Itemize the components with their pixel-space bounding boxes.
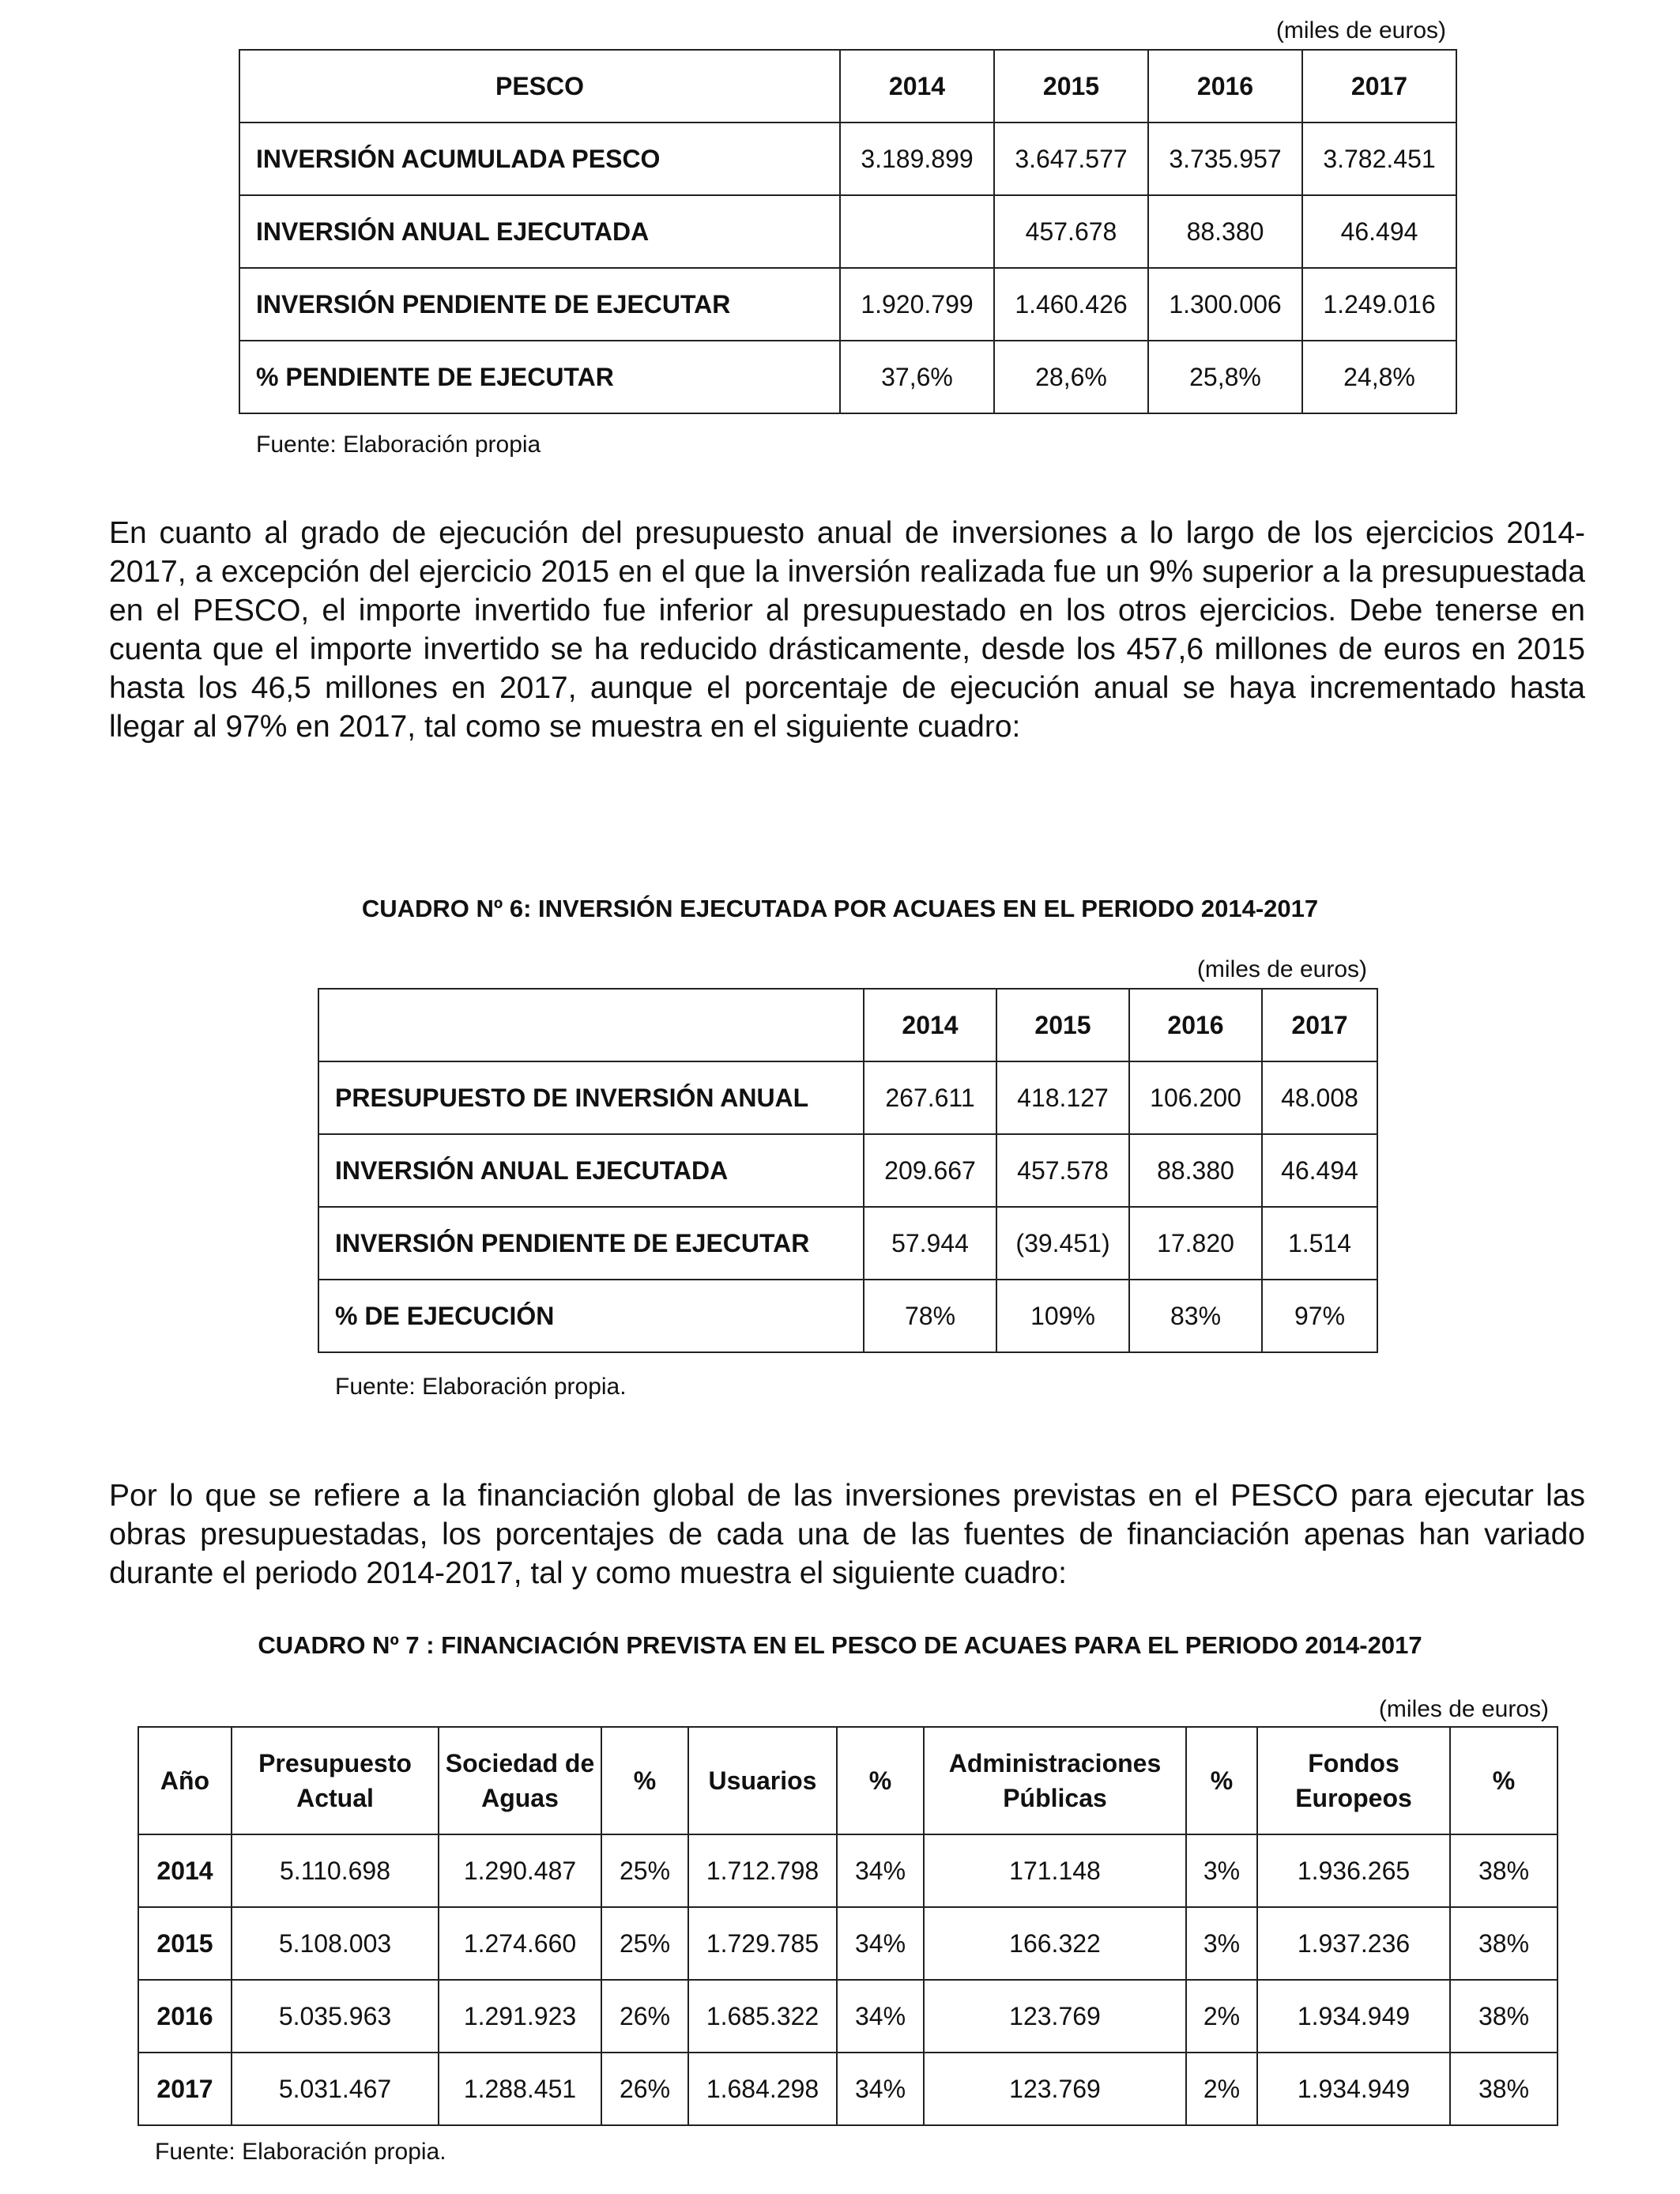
cell-value: 88.380 [1129,1134,1262,1207]
cell-value: 46.494 [1302,195,1456,268]
row-label: % PENDIENTE DE EJECUTAR [239,341,840,413]
table2-header-2017: 2017 [1262,989,1377,1061]
cell-value: 5.108.003 [232,1907,439,1980]
cell-value: 2% [1186,2053,1257,2125]
cell-value: 34% [837,1834,924,1907]
cell-value: 34% [837,1980,924,2053]
table1-header-2017: 2017 [1302,50,1456,123]
cell-value: 166.322 [924,1907,1186,1980]
cell-value: 83% [1129,1280,1262,1352]
cell-value: 209.667 [864,1134,996,1207]
table3-caption: CUADRO Nº 7 : FINANCIACIÓN PREVISTA EN EL PESCO DE ACUAES PARA EL PERIODO 2014-2017 [258,1631,1422,1659]
row-year: 2016 [138,1980,232,2053]
table3-header-eu-funds: Fondos Europeos [1257,1727,1450,1834]
cell-value: 3.782.451 [1302,123,1456,195]
table3-header-pct: % [837,1727,924,1834]
cell-value: 3.189.899 [840,123,994,195]
cell-value: 88.380 [1148,195,1302,268]
table-row [318,1207,1377,1280]
cell-value: 1.291.923 [439,1980,601,2053]
body-paragraph: Por lo que se refiere a la financiación global de las inversiones previstas en el PESCO para ejecutar las obras presupuestadas, los porcentajes de cada una de las fuentes de financiación apenas han variado durante el periodo 2014-2017, tal y como muestra el siguiente cuadro: [109,1479,1585,1590]
table-row [138,1980,1558,2053]
table1-header-2016: 2016 [1148,50,1302,123]
cell-value: 457.678 [994,195,1148,268]
table-row [239,123,1456,195]
cell-value: 26% [601,1980,688,2053]
cell-value: 57.944 [864,1207,996,1280]
cell-value: 26% [601,2053,688,2125]
cell-value: 1.937.236 [1257,1907,1450,1980]
table-row [239,341,1456,413]
table1-header-2015: 2015 [994,50,1148,123]
cell-value: 123.769 [924,1980,1186,2053]
table-row [318,1134,1377,1207]
cell-value: 1.729.785 [688,1907,837,1980]
table1-header-2014: 2014 [840,50,994,123]
cell-value: 24,8% [1302,341,1456,413]
cell-value: 5.110.698 [232,1834,439,1907]
row-label: % DE EJECUCIÓN [318,1280,864,1352]
table-row [138,1834,1558,1907]
cell-value: 3.735.957 [1148,123,1302,195]
cell-value: 1.920.799 [840,268,994,341]
table3-header-budget: Presupuesto Actual [232,1727,439,1834]
cell-value: 46.494 [1262,1134,1377,1207]
row-year: 2014 [138,1834,232,1907]
cell-value: 17.820 [1129,1207,1262,1280]
table2-header-2014: 2014 [864,989,996,1061]
cell-value: 78% [864,1280,996,1352]
cell-value: 1.685.322 [688,1980,837,2053]
cell-value [840,195,994,268]
cell-value: 25,8% [1148,341,1302,413]
row-label: INVERSIÓN ACUMULADA PESCO [239,123,840,195]
cell-value: 418.127 [996,1061,1129,1134]
cell-value: 1.249.016 [1302,268,1456,341]
cell-value: 1.936.265 [1257,1834,1450,1907]
table3-header-water-company: Sociedad de Aguas [439,1727,601,1834]
table-row [318,1061,1377,1134]
cell-value: 34% [837,2053,924,2125]
row-year: 2015 [138,1907,232,1980]
row-label: INVERSIÓN PENDIENTE DE EJECUTAR [318,1207,864,1280]
table2-header-2016: 2016 [1129,989,1262,1061]
cell-value: 48.008 [1262,1061,1377,1134]
cell-value: 1.514 [1262,1207,1377,1280]
row-label: INVERSIÓN PENDIENTE DE EJECUTAR [239,268,840,341]
cell-value: 28,6% [994,341,1148,413]
table3-unit: (miles de euros) [1378,1696,1549,1722]
cell-value: 1.934.949 [1257,1980,1450,2053]
cell-value: 38% [1450,1980,1558,2053]
cell-value: 123.769 [924,2053,1186,2125]
cell-value: 1.288.451 [439,2053,601,2125]
table1-pesco-investment [239,49,1457,414]
cell-value: 25% [601,1907,688,1980]
table-row [318,1280,1377,1352]
cell-value: 3% [1186,1834,1257,1907]
row-label: INVERSIÓN ANUAL EJECUTADA [239,195,840,268]
table2-header-label [318,989,864,1061]
row-year: 2017 [138,2053,232,2125]
table2-source: Fuente: Elaboración propia. [335,1374,627,1400]
table3-header-pct: % [601,1727,688,1834]
cell-value: (39.451) [996,1207,1129,1280]
cell-value: 109% [996,1280,1129,1352]
cell-value: 97% [1262,1280,1377,1352]
cell-value: 1.684.298 [688,2053,837,2125]
cell-value: 171.148 [924,1834,1186,1907]
cell-value: 5.031.467 [232,2053,439,2125]
table2-header-2015: 2015 [996,989,1129,1061]
table3-header-pct: % [1186,1727,1257,1834]
table1-header-label: PESCO [239,50,840,123]
cell-value: 38% [1450,1907,1558,1980]
cell-value: 1.712.798 [688,1834,837,1907]
cell-value: 1.290.487 [439,1834,601,1907]
cell-value: 3% [1186,1907,1257,1980]
table2-caption: CUADRO Nº 6: INVERSIÓN EJECUTADA POR ACUAES EN EL PERIODO 2014-2017 [361,895,1319,922]
cell-value: 1.274.660 [439,1907,601,1980]
cell-value: 106.200 [1129,1061,1262,1134]
cell-value: 1.460.426 [994,268,1148,341]
table3-header-users: Usuarios [688,1727,837,1834]
cell-value: 34% [837,1907,924,1980]
table2-unit: (miles de euros) [1196,956,1367,982]
cell-value: 3.647.577 [994,123,1148,195]
table-row [138,1907,1558,1980]
cell-value: 25% [601,1834,688,1907]
row-label: INVERSIÓN ANUAL EJECUTADA [318,1134,864,1207]
table3-header-public-admin: Administraciones Públicas [924,1727,1186,1834]
table-row [239,268,1456,341]
cell-value: 38% [1450,1834,1558,1907]
body-paragraph: En cuanto al grado de ejecución del presupuesto anual de inversiones a lo largo de los ejercicios 2014-2017, a excepción del ejercicio 2015 en el que la inversión realizada fue un 9% superior a la presupuestada en el PESCO, el importe invertido fue inferior al presupuestado en los otros ejercicios. Debe tenerse en cuenta que el importe invertido se ha reducido drásticamente, desde los 457,6 millones de euros en 2015 hasta los 46,5 millones en 2017, aunque el porcentaje de ejecución anual se haya incrementado hasta llegar al 97% en 2017, tal como se muestra en el siguiente cuadro: [109,516,1585,744]
table-row [239,195,1456,268]
table-row [138,2053,1558,2125]
table3-header-row [138,1727,1558,1834]
cell-value: 37,6% [840,341,994,413]
cell-value: 2% [1186,1980,1257,2053]
table1-header-row [239,50,1456,123]
table3-source: Fuente: Elaboración propia. [155,2139,446,2165]
table2-acuaes-investment [318,988,1378,1353]
table1-unit: (miles de euros) [1275,17,1446,43]
cell-value: 1.934.949 [1257,2053,1450,2125]
cell-value: 267.611 [864,1061,996,1134]
cell-value: 38% [1450,2053,1558,2125]
row-label: PRESUPUESTO DE INVERSIÓN ANUAL [318,1061,864,1134]
table3-header-pct: % [1450,1727,1558,1834]
table3-header-year: Año [138,1727,232,1834]
cell-value: 5.035.963 [232,1980,439,2053]
table3-financing [137,1726,1558,2126]
cell-value: 457.578 [996,1134,1129,1207]
table1-source: Fuente: Elaboración propia [256,432,541,458]
table2-header-row [318,989,1377,1061]
cell-value: 1.300.006 [1148,268,1302,341]
